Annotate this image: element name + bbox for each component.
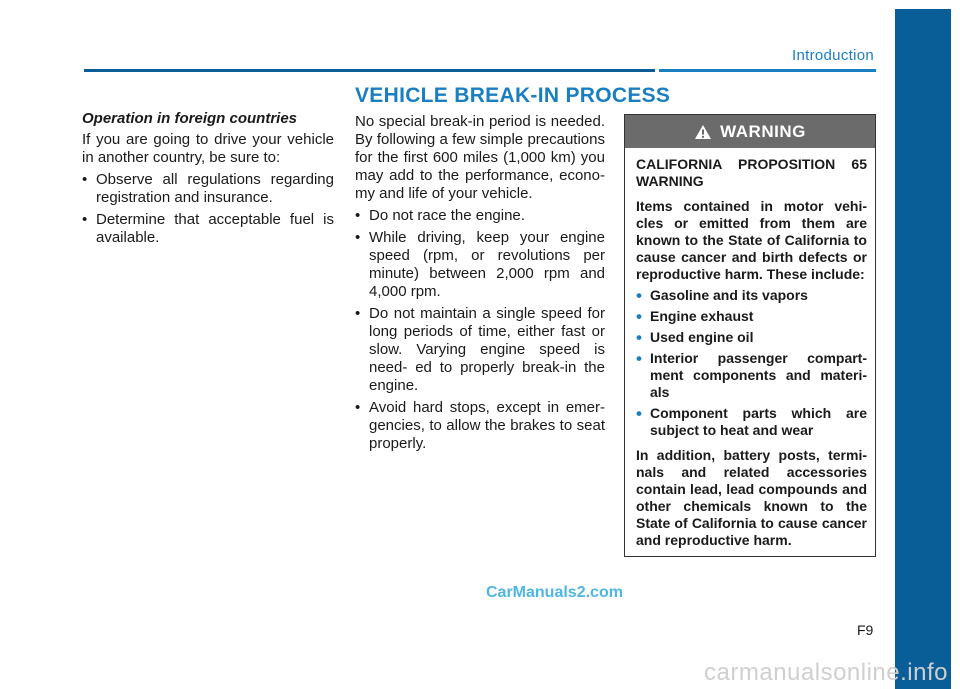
bullet-icon: • (636, 328, 642, 347)
warning-list (636, 287, 867, 439)
list-item: • Avoid hard stops, except in emer- gencies, to allow the brakes to seat properly. (355, 399, 605, 452)
bullet-icon: • (355, 305, 361, 322)
bullet-icon: • (636, 349, 642, 368)
break-in-title: VEHICLE BREAK-IN PROCESS (355, 84, 671, 107)
chapter-side-tab (895, 9, 951, 689)
warning-triangle-icon (694, 124, 712, 140)
bullet-icon: • (82, 171, 88, 188)
section-heading: Operation in foreign countries (82, 110, 298, 127)
break-in-list (355, 207, 605, 453)
warning-body (625, 148, 875, 549)
bullet-icon: • (355, 399, 361, 416)
foreign-list (82, 171, 334, 247)
list-item: • Engine exhaust (636, 307, 754, 326)
bullet-icon: • (636, 286, 642, 305)
list-item: • Gasoline and its vapors (636, 286, 808, 305)
list-item: • Used engine oil (636, 328, 754, 347)
list-item: • While driving, keep your engine speed (rpm, or revolutions per minute) between 2,000 rpm and 4,000 rpm. (355, 229, 605, 300)
warning-title: CALIFORNIA PROPOSITION 65 WARNING (636, 156, 867, 189)
bullet-icon: • (636, 307, 642, 326)
bullet-icon: • (355, 229, 361, 246)
bullet-icon: • (82, 211, 88, 228)
page-number: F9 (857, 622, 874, 638)
site-watermark: CarManuals2.com (486, 584, 623, 601)
warning-header (625, 115, 875, 148)
bullet-icon: • (355, 207, 361, 224)
intro-paragraph: If you are going to drive your vehicle in another country, be sure to: (82, 131, 334, 166)
break-in-section (355, 113, 605, 453)
list-item: • Determine that acceptable fuel is available. (82, 211, 334, 246)
warning-label: WARNING (720, 121, 806, 141)
section-header: Introduction (792, 47, 874, 64)
warning-closing: In addition, battery posts, termi- nals and related accessories contain lead, lead compounds and other chemicals known to the State of California to cause cancer and reproductive harm. (636, 447, 867, 548)
warning-intro: Items contained in motor vehi- cles or emitted from them are known to the State of California to cause cancer and birth defects or reproductive harm. These include: (636, 198, 867, 282)
list-item: • Interior passenger compart- ment components and materi- als (636, 349, 867, 400)
list-item: • Do not maintain a single speed for long periods of time, either fast or slow. Varying engine speed is need- ed to properly break-in the engine. (355, 305, 605, 394)
list-item: • Do not race the engine. (355, 207, 525, 224)
header-rule (84, 69, 655, 72)
list-item: • Observe all regulations regarding registration and insurance. (82, 171, 334, 206)
warning-box (624, 114, 876, 557)
bullet-icon: • (636, 404, 642, 423)
break-in-intro: No special break-in period is needed. By following a few simple precautions for the first 600 miles (1,000 km) you may add to the performance, econo- my and life of your vehicle. (355, 113, 605, 202)
list-item: • Component parts which are subject to heat and wear (636, 404, 867, 438)
footer-watermark: carmanualsonline.info (704, 659, 948, 686)
header-rule-accent (659, 69, 876, 72)
foreign-countries-section (82, 110, 334, 247)
